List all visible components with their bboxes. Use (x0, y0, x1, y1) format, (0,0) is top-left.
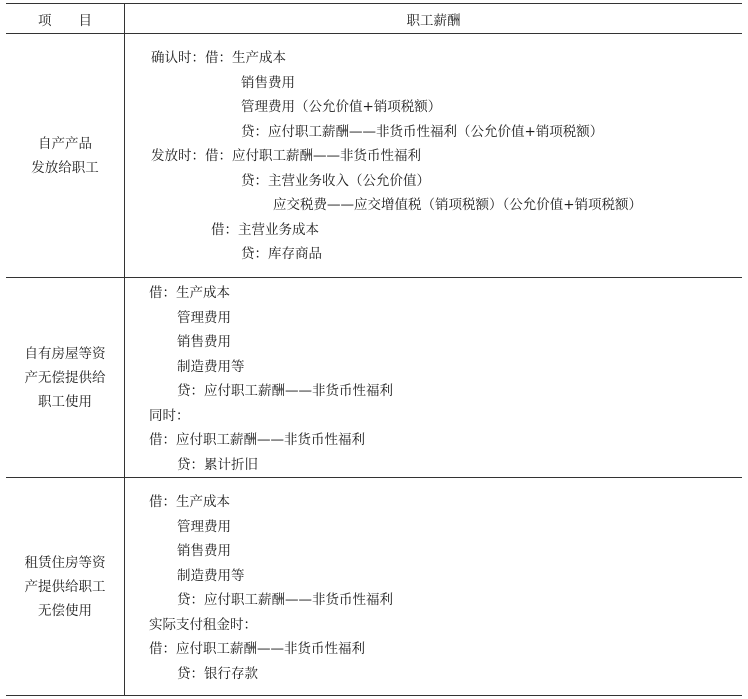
entry-line: 制造费用等 (177, 358, 245, 375)
item-text-line: 租赁住房等资 (24, 554, 106, 571)
item-text-line: 发放给职工 (31, 159, 99, 176)
entry-line: 贷：应付职工薪酬——非货币性福利（公允价值+销项税额） (241, 123, 604, 140)
header-item: 项 目 (6, 4, 125, 34)
item-text-line: 自产产品 (38, 135, 92, 152)
entry-line: 销售费用 (241, 74, 295, 91)
entry-line: 贷：主营业务收入（公允价值） (241, 172, 430, 189)
entry-line: 贷：应付职工薪酬——非货币性福利 (177, 592, 393, 608)
entry-line: 制造费用等 (177, 567, 245, 584)
entry-line: 管理费用 (177, 309, 231, 326)
item-cell (6, 478, 125, 696)
salary-accounting-table (6, 3, 742, 696)
item-text-line: 产提供给职工 (24, 578, 106, 595)
entry-line: 贷：应付职工薪酬——非货币性福利 (177, 383, 393, 399)
entry-line: 借：应付职工薪酬——非货币性福利 (149, 641, 365, 657)
entry-lines (125, 34, 742, 267)
entry-line: 借：生产成本 (149, 285, 230, 301)
entry-line: 发放时：借：应付职工薪酬——非货币性福利 (151, 148, 421, 164)
entry-line: 借：生产成本 (149, 494, 230, 510)
entry-line: 管理费用 (177, 518, 231, 535)
entry-lines (125, 278, 742, 477)
item-cell (6, 278, 125, 478)
entry-line: 贷：累计折旧 (177, 456, 258, 473)
entry-line: 确认时：借：生产成本 (151, 50, 286, 66)
table-row (6, 34, 742, 278)
header-content: 职工薪酬 (125, 4, 743, 34)
entry-line: 贷：库存商品 (241, 246, 322, 262)
entry-line: 贷：银行存款 (177, 665, 258, 682)
item-text-line: 产无偿提供给 (24, 369, 106, 386)
header-row (6, 4, 742, 34)
entry-line: 销售费用 (177, 334, 231, 350)
content-cell (125, 478, 743, 696)
content-cell (125, 34, 743, 278)
entry-line: 同时： (149, 407, 190, 424)
table-row (6, 478, 742, 696)
entry-lines (125, 478, 742, 686)
item-text-line: 无偿使用 (38, 602, 92, 619)
item-text-line: 自有房屋等资 (24, 345, 106, 362)
entry-line: 借：应付职工薪酬——非货币性福利 (149, 432, 365, 448)
entry-line: 借：主营业务成本 (211, 221, 319, 238)
content-cell (125, 278, 743, 478)
table-row (6, 278, 742, 478)
entry-line: 管理费用（公允价值+销项税额） (241, 99, 442, 115)
entry-line: 应交税费——应交增值税（销项税额）（公允价值+销项税额） (273, 197, 643, 213)
entry-line: 销售费用 (177, 543, 231, 559)
item-text-line: 职工使用 (38, 393, 92, 410)
item-cell (6, 34, 125, 278)
entry-line: 实际支付租金时： (149, 616, 257, 633)
